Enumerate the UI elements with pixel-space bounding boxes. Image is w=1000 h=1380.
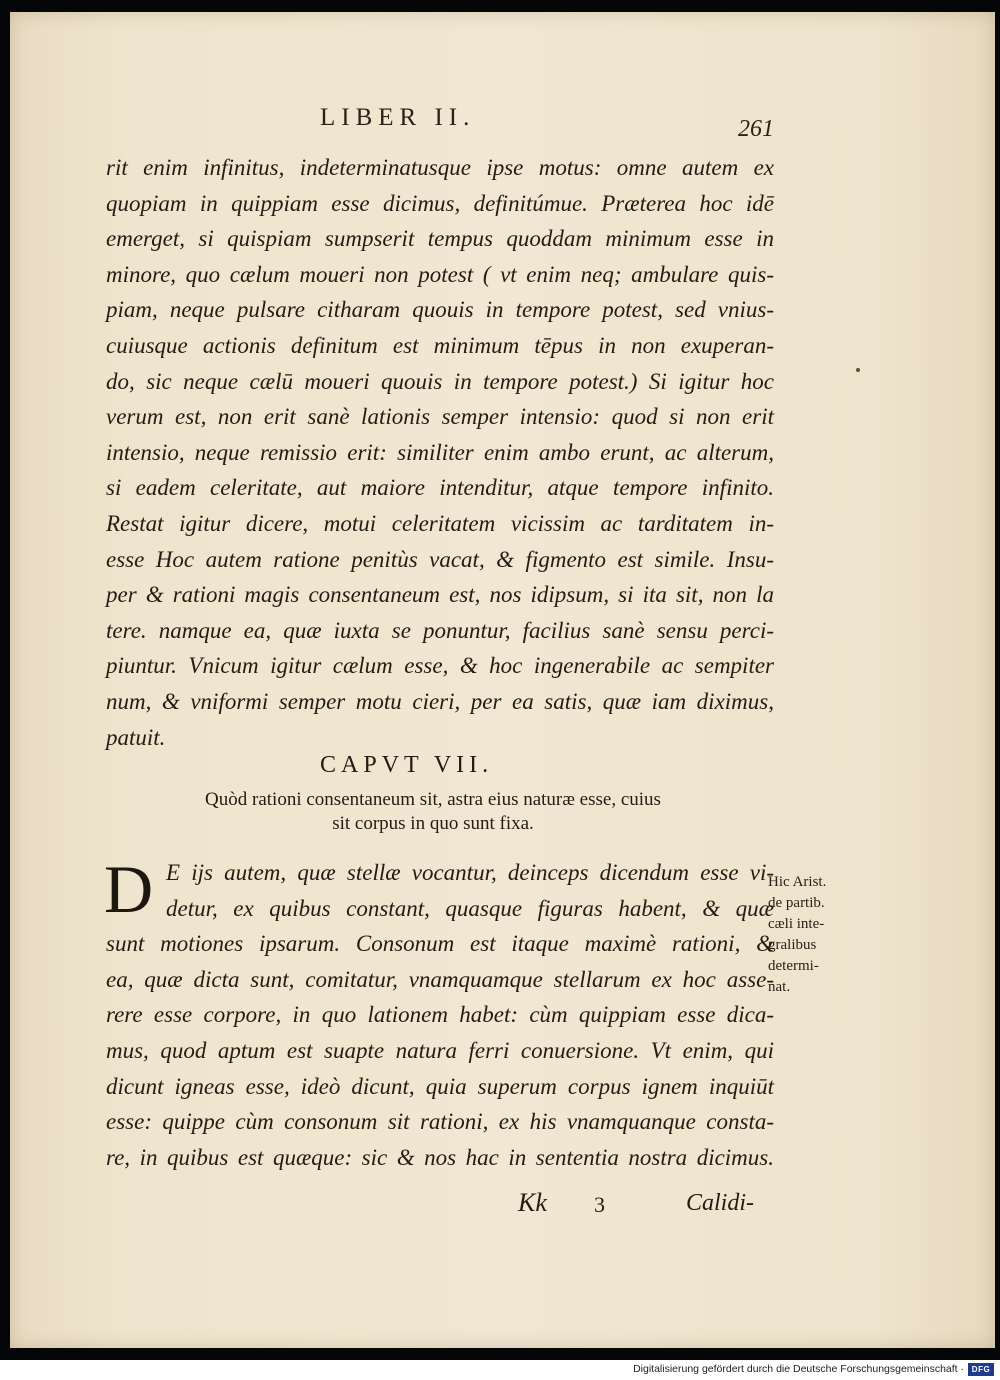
- text-line: ea, quæ dicta sunt, comitatur, vnamquamque stellarum ex hoc asse-: [106, 966, 774, 992]
- marginal-note-line: gralibus: [768, 937, 817, 953]
- chapter-summary: [138, 788, 728, 836]
- drop-cap-initial: D: [104, 851, 154, 927]
- text-line: piuntur. Vnicum igitur cælum esse, & hoc ingenerabile ac sempiter: [106, 653, 774, 679]
- marginal-note-line: determi-: [768, 958, 819, 974]
- footer-bar: [0, 1360, 1000, 1380]
- text-line: si eadem celeritate, aut maiore intenditur, atque tempore infinito.: [106, 475, 774, 501]
- text-line: rere esse corpore, in quo lationem habet: cùm quippiam esse dica-: [106, 1002, 774, 1028]
- text-line: verum est, non erit sanè lationis semper intensio: quod si non erit: [106, 404, 774, 430]
- footer-credit: Digitalisierung gefördert durch die Deutsche Forschungsgemeinschaft ·: [633, 1363, 964, 1375]
- marginal-note-line: Hic Arist.: [768, 874, 827, 890]
- text-line: patuit.: [106, 724, 166, 750]
- chapter-title: CAPVT VII.: [320, 752, 494, 778]
- text-line: quopiam in quippiam esse dicimus, definitúmue. Præterea hoc idē: [106, 190, 774, 216]
- text-line: cuiusque actionis definitum est minimum tēpus in non exuperan-: [106, 332, 774, 358]
- text-line: do, sic neque cælū moueri quouis in tempore potest.) Si igitur hoc: [106, 368, 774, 394]
- text-line: mus, quod aptum est suapte natura ferri conuersione. Vt enim, qui: [106, 1037, 774, 1063]
- marginal-note-line: nat.: [768, 979, 791, 995]
- text-line: num, & vniformi semper motu cieri, per ea satis, quæ iam diximus,: [106, 688, 774, 714]
- marginal-note-line: de partib.: [768, 895, 825, 911]
- running-head: LIBER II.: [320, 104, 476, 131]
- text-line: re, in quibus est quæque: sic & nos hac in sententia nostra dicimus.: [106, 1144, 774, 1170]
- text-line: emerget, si quispiam sumpserit tempus quoddam minimum esse in: [106, 226, 774, 252]
- text-line: intensio, neque remissio erit: similiter enim ambo erunt, ac alterum,: [106, 439, 774, 465]
- page-number: 261: [738, 116, 774, 142]
- text-line: tere. namque ea, quæ iuxta se ponuntur, facilius sanè sensu perci-: [106, 617, 774, 643]
- text-line: piam, neque pulsare citharam quouis in tempore potest, sed vnius-: [106, 297, 774, 323]
- text-line: sunt motiones ipsarum. Consonum est itaque maximè rationi, &: [106, 931, 774, 957]
- signature-number: 3: [594, 1192, 605, 1217]
- marginal-note-line: cæli inte-: [768, 916, 825, 932]
- text-line: dicunt igneas esse, ideò dicunt, quia superum corpus ignem inquiūt: [106, 1073, 774, 1099]
- paragraph-1: [106, 150, 774, 755]
- catchword: Calidi-: [686, 1190, 755, 1216]
- ink-spot: [856, 368, 860, 372]
- chapter-summary-line: Quòd rationi consentaneum sit, astra eius naturæ esse, cuius: [205, 789, 661, 810]
- text-line: esse: quippe cùm consonum sit rationi, ex his vnamquanque consta-: [106, 1109, 774, 1135]
- paragraph-2: [104, 851, 774, 1175]
- text-line: rit enim infinitus, indeterminatusque ipse motus: omne autem ex: [106, 155, 774, 180]
- marginal-note: [768, 872, 852, 998]
- chapter-summary-line: sit corpus in quo sunt fixa.: [332, 813, 534, 834]
- text-line: E ijs autem, quæ stellæ vocantur, deinceps dicendum esse vi-: [166, 860, 774, 885]
- text-line: detur, ex quibus constant, quasque figuras habent, & quæ: [166, 895, 774, 921]
- text-line: minore, quo cælum moueri non potest ( vt enim neq; ambulare quis-: [106, 261, 774, 287]
- book-page: [10, 12, 995, 1348]
- dfg-logo: DFG: [968, 1363, 994, 1376]
- text-line: esse Hoc autem ratione penitùs vacat, & figmento est simile. Insu-: [106, 546, 774, 572]
- signature-mark: Kk: [518, 1188, 547, 1217]
- text-line: Restat igitur dicere, motui celeritatem vicissim ac tarditatem in-: [106, 510, 774, 536]
- text-line: per & rationi magis consentaneum est, nos idipsum, si ita sit, non la: [106, 582, 774, 608]
